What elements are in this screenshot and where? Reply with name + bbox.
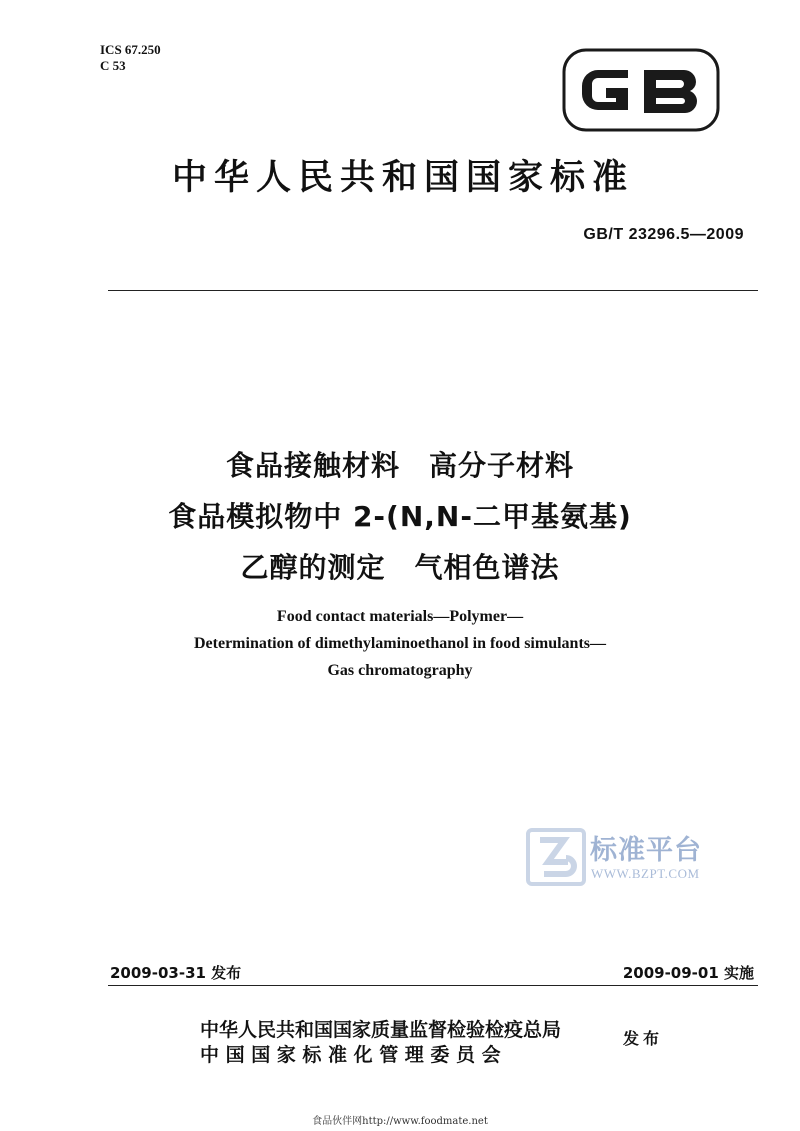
issuer-sac: 中国国家标准化管理委员会 [200,1044,508,1066]
national-standard-title: 中华人民共和国国家标准 [171,157,634,198]
issue-date: 2009-03-31 发布 [110,964,242,982]
ics-code: ICS 67.250 [100,42,161,57]
english-title-line-1: Food contact materials—Polymer— [276,608,524,625]
issue-label: 发布 [623,1029,664,1048]
top-divider [108,290,758,291]
standard-code: GB/T 23296.5—2009 [583,226,744,243]
classification-codes [100,42,161,74]
chinese-title-line-3: 乙醇的测定 气相色谱法 [240,551,560,584]
watermark-url: WWW.BZPT.COM [591,866,700,881]
gb-logo [556,46,726,134]
implementation-date: 2009-09-01 实施 [622,964,754,982]
issuer-aqsiq: 中华人民共和国国家质量监督检验检疫总局 [200,1019,562,1041]
chinese-title-line-1: 食品接触材料 高分子材料 [225,449,574,482]
english-title-line-2: Determination of dimethylaminoethanol in food simulants— [193,635,606,652]
english-title-line-3: Gas chromatography [327,662,473,679]
watermark-name: 标准平台 [590,835,702,866]
bottom-divider [108,985,758,986]
ccs-code: C 53 [100,58,126,73]
footer-source: 食品伙伴网http://www.foodmate.net [312,1116,488,1127]
chinese-title-line-2: 食品模拟物中 2-(N,N-二甲基氨基) [168,500,632,533]
